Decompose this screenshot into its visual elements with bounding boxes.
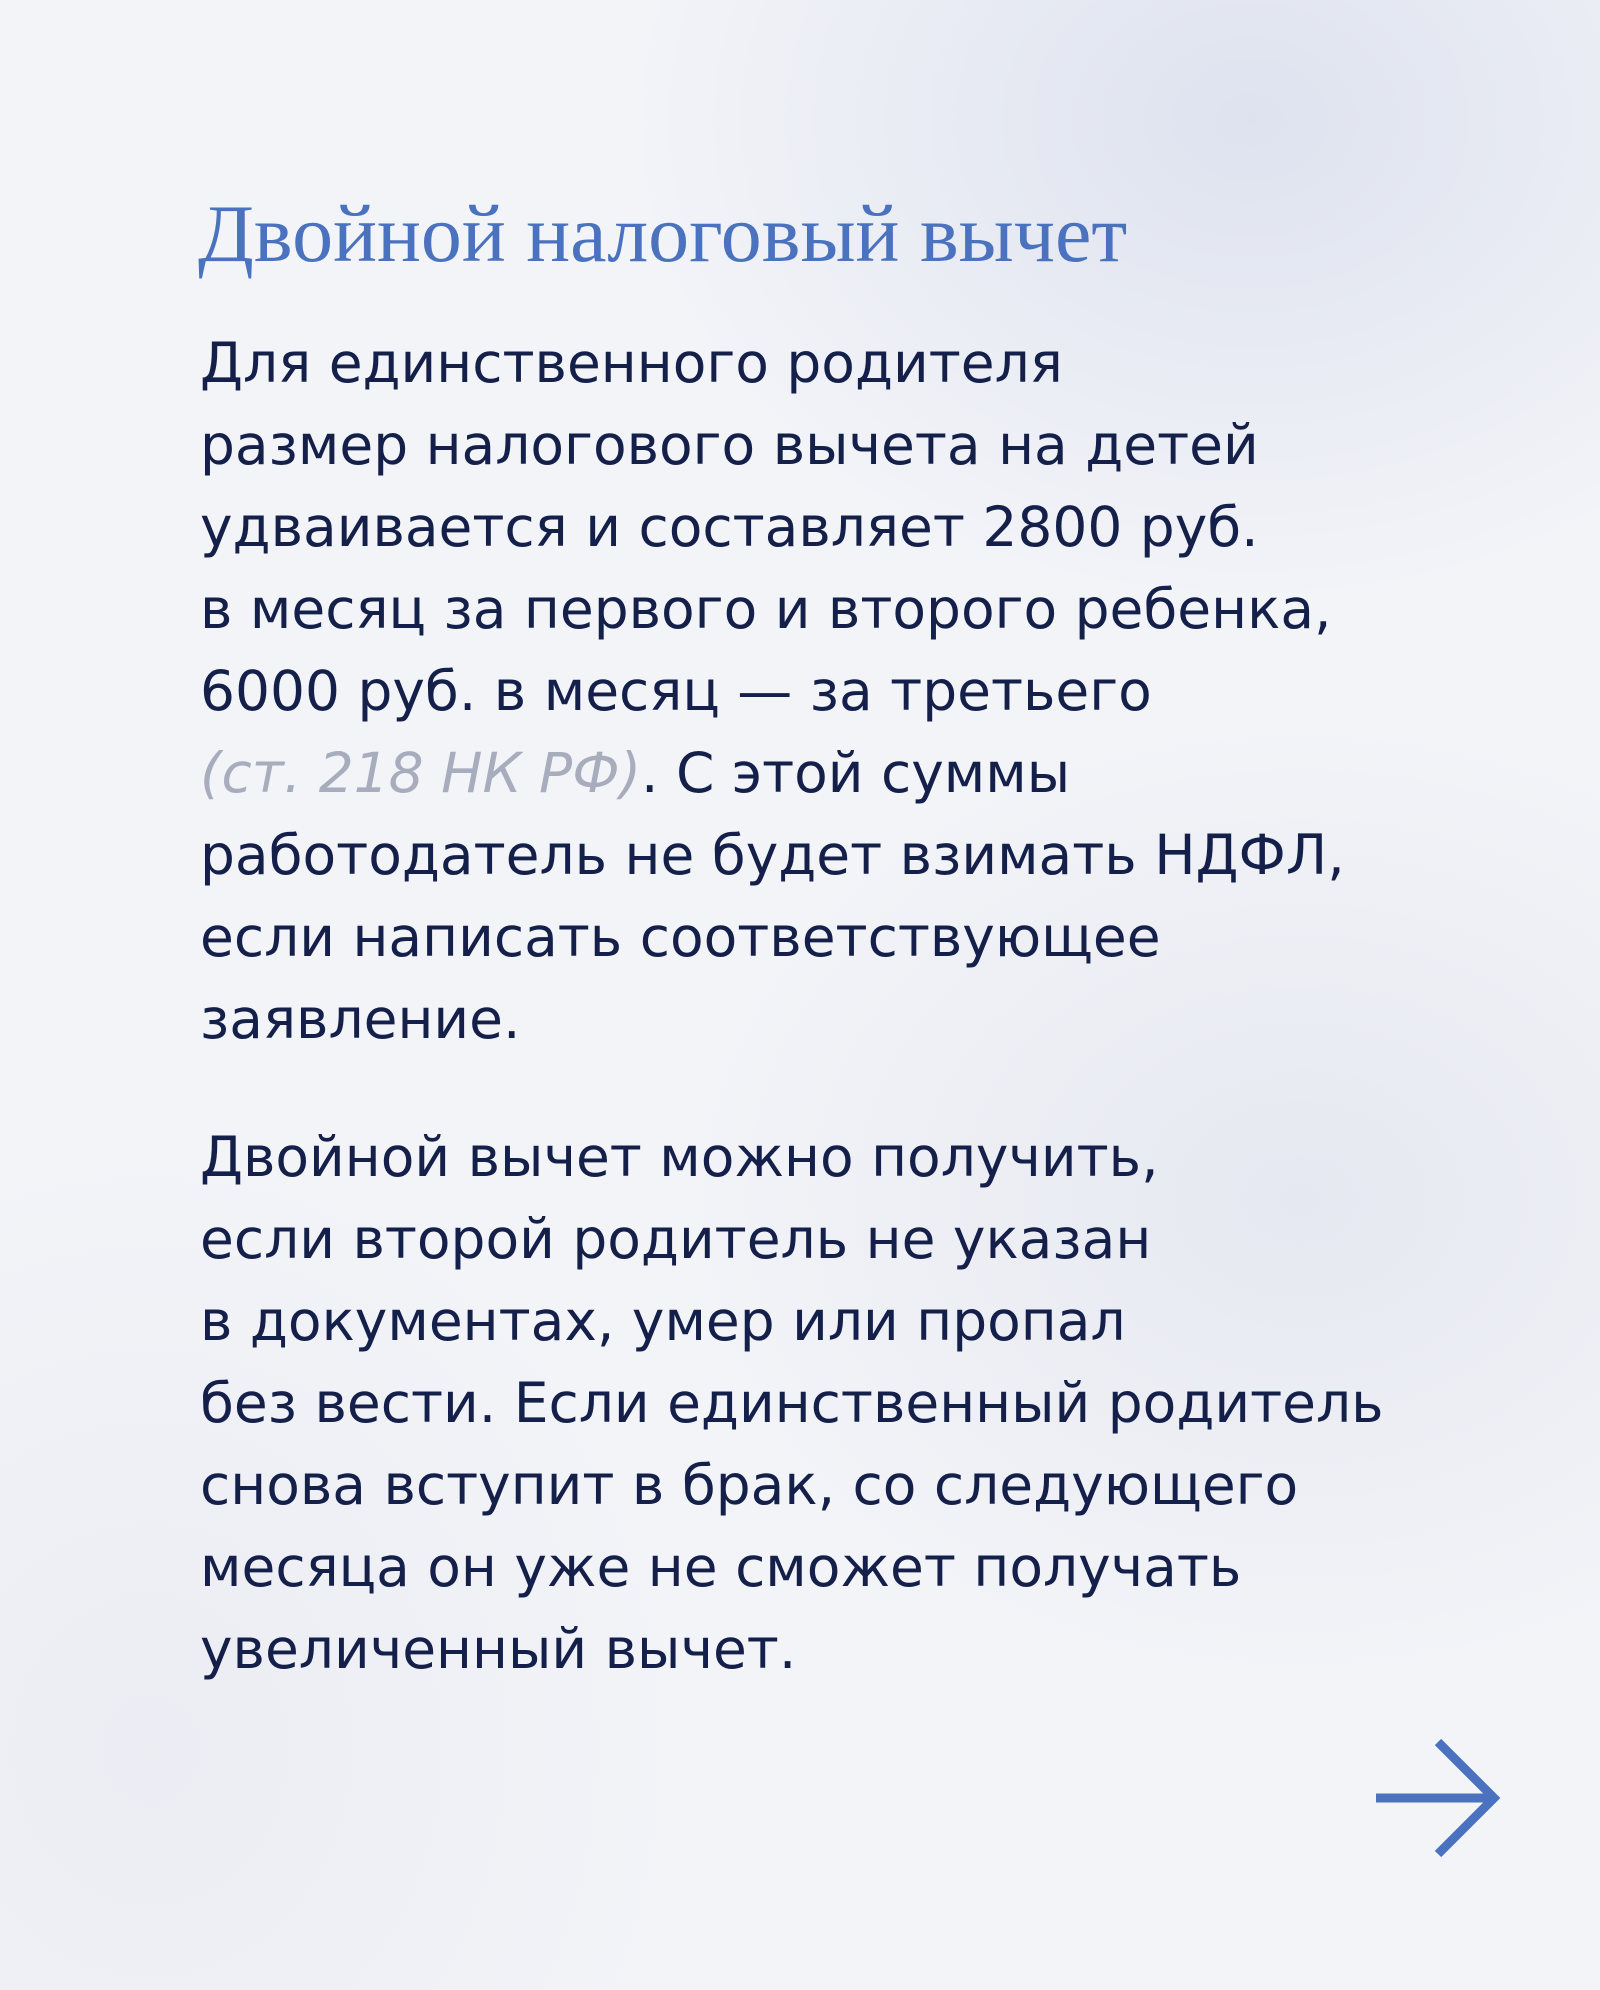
text-line: заявление. xyxy=(200,987,521,1051)
text-line: Для единственного родителя xyxy=(200,331,1063,395)
text-line xyxy=(200,732,1345,814)
text-line: в документах, умер или пропал xyxy=(200,1289,1126,1353)
text-line: размер налогового вычета на детей xyxy=(200,413,1259,477)
law-reference: (ст. 218 НК РФ) xyxy=(200,741,642,805)
text-line: без вести. Если единственный родитель xyxy=(200,1371,1384,1435)
text-line: если написать соответствующее xyxy=(200,905,1161,969)
text-line: снова вступит в брак, со следующего xyxy=(200,1453,1299,1517)
text-line: увеличенный вычет. xyxy=(200,1617,797,1681)
text-line: работодатель не будет взимать НДФЛ, xyxy=(200,823,1345,887)
arrow-right-icon[interactable] xyxy=(1372,1736,1502,1860)
page-title: Двойной налоговый вычет xyxy=(198,188,1128,279)
text-fragment: . С этой суммы xyxy=(641,741,1071,805)
text-line: в месяц за первого и второго ребенка, xyxy=(200,577,1332,641)
text-line: удваивается и составляет 2800 руб. xyxy=(200,495,1259,559)
paragraph-double-deduction-conditions xyxy=(200,1116,1384,1690)
paragraph-single-parent-deduction xyxy=(200,322,1345,1060)
text-line: если второй родитель не указан xyxy=(200,1207,1152,1271)
text-line: Двойной вычет можно получить, xyxy=(200,1125,1159,1189)
text-line: месяца он уже не сможет получать xyxy=(200,1535,1242,1599)
text-line: 6000 руб. в месяц — за третьего xyxy=(200,659,1152,723)
